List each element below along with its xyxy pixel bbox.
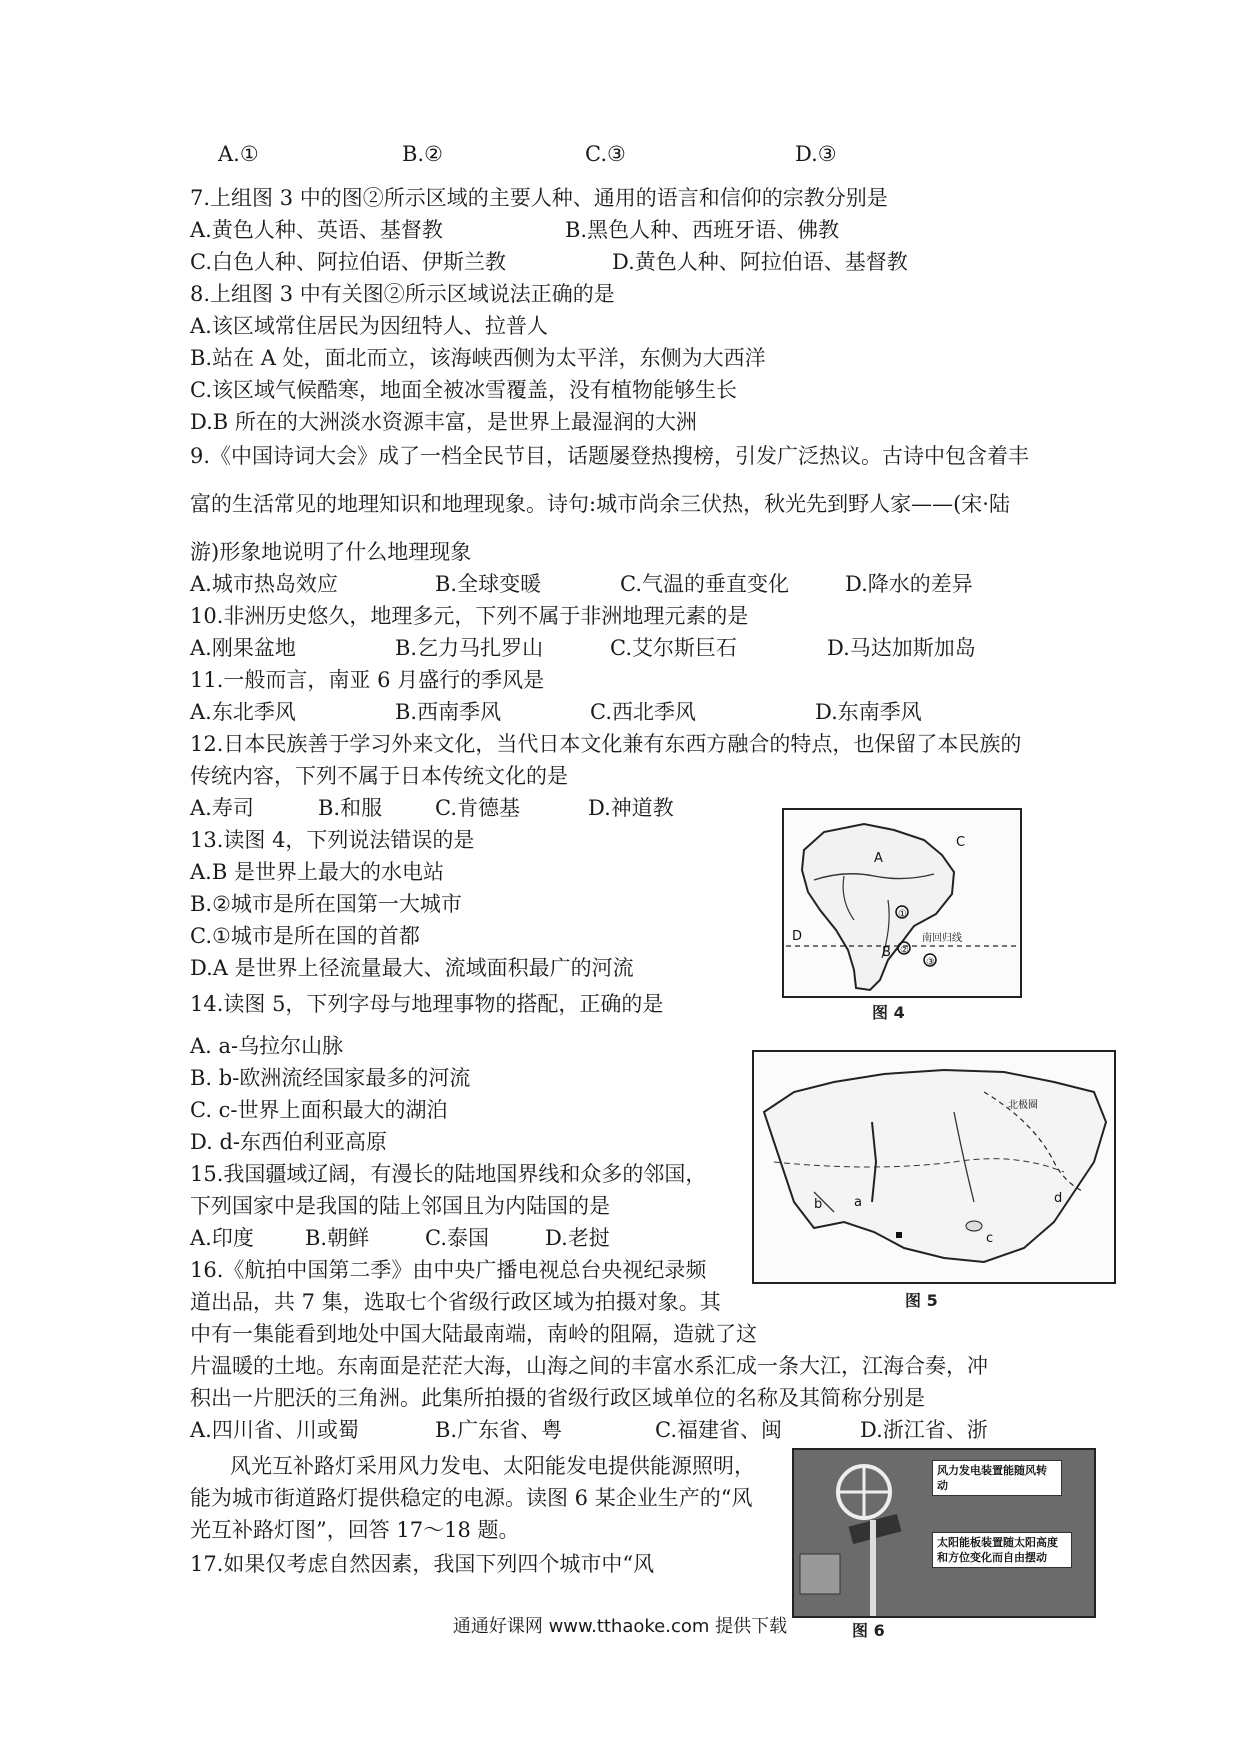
figure-5-map <box>752 1050 1116 1284</box>
fig5-label-b: b <box>814 1197 823 1212</box>
q9-stem-1: 9.《中国诗词大会》成了一档全民节目，话题屡登热搜榜，引发广泛热议。古诗中包含着丰 <box>190 444 1030 468</box>
q16-stem-2: 道出品，共 7 集，选取七个省级行政区域为拍摄对象。其 <box>190 1290 721 1314</box>
q7-option-a: A.黄色人种、英语、基督教 <box>190 218 443 242</box>
q10-option-b: B.乞力马扎罗山 <box>395 636 544 660</box>
q9-stem-3: 游)形象地说明了什么地理现象 <box>190 540 472 564</box>
fig4-label-d: D <box>792 929 803 944</box>
q13-option-d: D.A 是世界上径流量最大、流域面积最广的河流 <box>190 956 634 980</box>
lake-c-shape <box>966 1221 982 1231</box>
q12-option-b: B.和服 <box>318 796 383 820</box>
q11-stem: 11.一般而言，南亚 6 月盛行的季风是 <box>190 668 545 692</box>
q10-stem: 10.非洲历史悠久，地理多元，下列不属于非洲地理元素的是 <box>190 604 749 628</box>
lamp-pole <box>870 1520 876 1616</box>
q15-option-a: A.印度 <box>190 1226 254 1250</box>
q16-stem-1: 16.《航拍中国第二季》由中央广播电视总台央视纪录频 <box>190 1258 707 1282</box>
q15-option-b: B.朝鲜 <box>305 1226 370 1250</box>
q16-stem-4: 片温暖的土地。东南面是茫茫大海，山海之间的丰富水系汇成一条大江，江海合奏，冲 <box>190 1354 988 1378</box>
figure-6-photo <box>792 1448 1096 1618</box>
fig5-label-arctic: 北极圈 <box>1008 1100 1038 1111</box>
q14-option-a: A. a-乌拉尔山脉 <box>190 1034 344 1058</box>
q16-option-d: D.浙江省、浙 <box>860 1418 988 1442</box>
figure-4-map <box>782 808 1022 998</box>
fig6-note-wind: 风力发电装置能随风转动 <box>932 1460 1062 1496</box>
q15-option-d: D.老挝 <box>545 1226 610 1250</box>
passage-line-2: 能为城市街道路灯提供稳定的电源。读图 6 某企业生产的“风 <box>190 1486 753 1510</box>
q7-option-d: D.黄色人种、阿拉伯语、基督教 <box>612 250 908 274</box>
fig4-label-city-1: ① <box>898 909 907 920</box>
q6-option-d: D.③ <box>795 142 837 166</box>
q6-option-b: B.② <box>402 142 443 166</box>
fig6-note-solar: 太阳能板装置随太阳高度和方位变化而自由摆动 <box>932 1532 1072 1568</box>
q8-option-c: C.该区域气候酷寒，地面全被冰雪覆盖，没有植物能够生长 <box>190 378 737 402</box>
figure-6-caption: 图 6 <box>852 1621 885 1640</box>
fig4-label-city-3: ③ <box>926 957 935 968</box>
q9-option-b: B.全球变暖 <box>435 572 542 596</box>
q9-stem-2: 富的生活常见的地理知识和地理现象。诗句:城市尚余三伏热，秋光先到野人家——(宋·陆 <box>190 492 1010 516</box>
passage-line-3: 光互补路灯图”，回答 17～18 题。 <box>190 1518 520 1542</box>
fig4-label-a: A <box>874 851 883 866</box>
q10-option-a: A.刚果盆地 <box>190 636 296 660</box>
fig4-label-tropic: 南回归线 <box>922 933 962 944</box>
q11-option-a: A.东北季风 <box>190 700 296 724</box>
q14-option-c: C. c-世界上面积最大的湖泊 <box>190 1098 448 1122</box>
passage-line-1: 风光互补路灯采用风力发电、太阳能发电提供能源照明， <box>230 1454 755 1478</box>
q15-option-c: C.泰国 <box>425 1226 489 1250</box>
fig5-label-c: c <box>986 1231 994 1246</box>
q16-option-c: C.福建省、闽 <box>655 1418 782 1442</box>
q8-option-d: D.B 所在的大洲淡水资源丰富，是世界上最湿润的大洲 <box>190 410 697 434</box>
q13-option-a: A.B 是世界上最大的水电站 <box>190 860 444 884</box>
eurasia-outline <box>764 1070 1106 1262</box>
q16-stem-5: 积出一片肥沃的三角洲。此集所拍摄的省级行政区域单位的名称及其简称分别是 <box>190 1386 925 1410</box>
q11-option-d: D.东南季风 <box>815 700 922 724</box>
q12-stem-1: 12.日本民族善于学习外来文化，当代日本文化兼有东西方融合的特点，也保留了本民族的 <box>190 732 1022 756</box>
q9-option-a: A.城市热岛效应 <box>190 572 338 596</box>
q16-option-b: B.广东省、粤 <box>435 1418 563 1442</box>
q8-option-b: B.站在 A 处，面北而立，该海峡西侧为太平洋，东侧为大西洋 <box>190 346 766 370</box>
south-america-map-svg <box>784 810 1020 996</box>
marker-square <box>896 1232 902 1238</box>
q14-option-b: B. b-欧洲流经国家最多的河流 <box>190 1066 471 1090</box>
fig5-label-d: d <box>1054 1191 1063 1206</box>
q7-option-b: B.黑色人种、西班牙语、佛教 <box>565 218 840 242</box>
q9-option-c: C.气温的垂直变化 <box>620 572 789 596</box>
q6-option-c: C.③ <box>585 142 626 166</box>
q12-stem-2: 传统内容，下列不属于日本传统文化的是 <box>190 764 568 788</box>
q15-stem-2: 下列国家中是我国的陆上邻国且为内陆国的是 <box>190 1194 610 1218</box>
q10-option-c: C.艾尔斯巨石 <box>610 636 737 660</box>
fig4-label-b: B <box>882 945 891 960</box>
q7-option-c: C.白色人种、阿拉伯语、伊斯兰教 <box>190 250 506 274</box>
q12-option-c: C.肯德基 <box>435 796 520 820</box>
q12-option-a: A.寿司 <box>190 796 254 820</box>
q14-stem: 14.读图 5，下列字母与地理事物的搭配，正确的是 <box>190 992 664 1016</box>
fig4-label-city-2: ② <box>900 945 909 956</box>
page-footer: 通通好课网 www.tthaoke.com 提供下载 <box>452 1616 788 1637</box>
figure-4-caption: 图 4 <box>872 1003 905 1022</box>
q15-stem-1: 15.我国疆域辽阔，有漫长的陆地国界线和众多的邻国， <box>190 1162 707 1186</box>
q17-stem: 17.如果仅考虑自然因素，我国下列四个城市中“风 <box>190 1552 655 1576</box>
q16-stem-3: 中有一集能看到地处中国大陆最南端，南岭的阻隔，造就了这 <box>190 1322 757 1346</box>
q11-option-c: C.西北季风 <box>590 700 696 724</box>
q13-option-c: C.①城市是所在国的首都 <box>190 924 420 948</box>
q14-option-d: D. d-东西伯利亚高原 <box>190 1130 387 1154</box>
q13-option-b: B.②城市是所在国第一大城市 <box>190 892 462 916</box>
q8-option-a: A.该区域常住居民为因纽特人、拉普人 <box>190 314 548 338</box>
fig5-label-a: a <box>854 1195 862 1210</box>
fig4-label-c: C <box>956 835 966 850</box>
q10-option-d: D.马达加斯加岛 <box>827 636 976 660</box>
q12-option-d: D.神道教 <box>588 796 674 820</box>
q11-option-b: B.西南季风 <box>395 700 502 724</box>
q16-option-a: A.四川省、川或蜀 <box>190 1418 359 1442</box>
q9-option-d: D.降水的差异 <box>845 572 973 596</box>
q7-stem: 7.上组图 3 中的图②所示区域的主要人种、通用的语言和信仰的宗教分别是 <box>190 186 888 210</box>
q8-stem: 8.上组图 3 中有关图②所示区域说法正确的是 <box>190 282 615 306</box>
figure-5-caption: 图 5 <box>905 1291 938 1310</box>
eurasia-map-svg <box>754 1052 1114 1282</box>
building-block <box>800 1554 840 1594</box>
q13-stem: 13.读图 4，下列说法错误的是 <box>190 828 475 852</box>
q6-option-a: A.① <box>218 142 259 166</box>
